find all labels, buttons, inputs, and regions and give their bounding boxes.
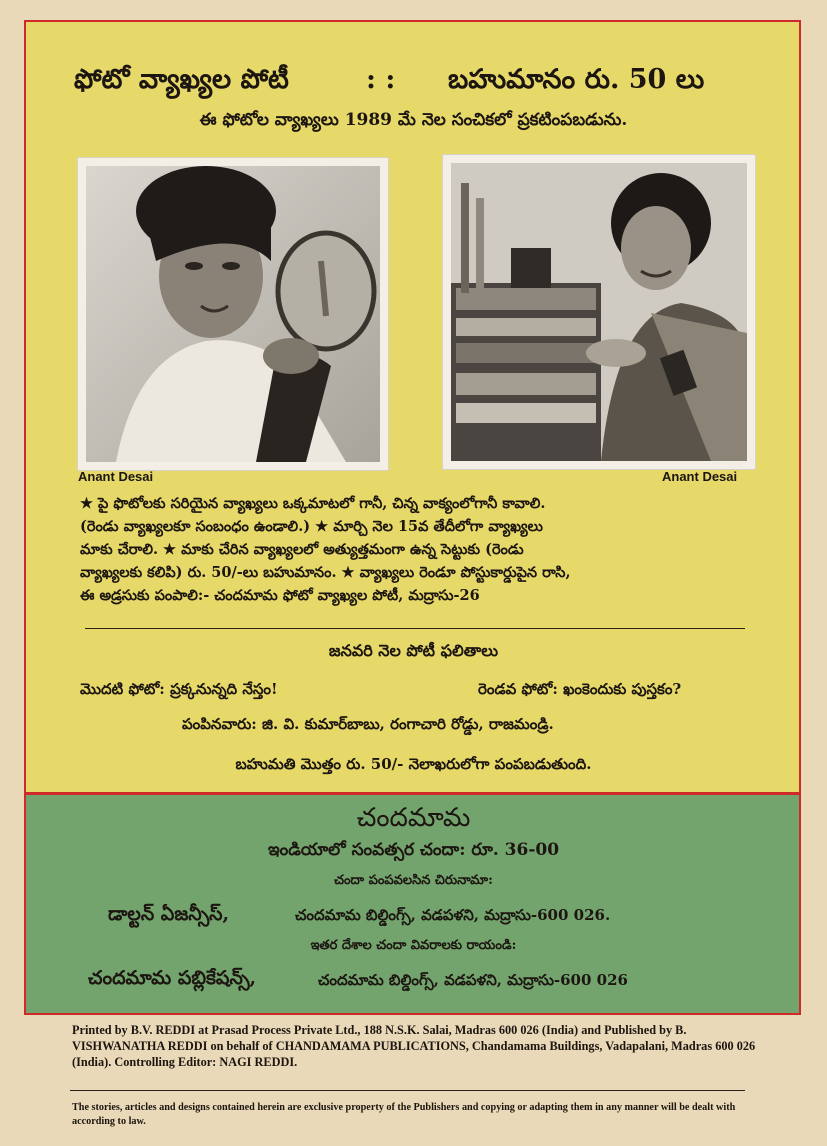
printer-imprint: Printed by B.V. REDDI at Prasad Process Private Ltd., 188 N.S.K. Salai, Madras 600 026 (India) and Published by B. VISHWANATHA REDDI on behalf of CHANDAMAMA PUBLICATIONS, Chandamama Buildings, Vadapalani, Madras 600 026 (India). Controlling Editor: NAGI REDDI. <box>72 1023 756 1069</box>
magazine-name: చందమామ <box>356 803 471 833</box>
rules-line: ఈ అడ్రసుకు పంపాలి:- చందమామ ఫోటో వ్యాఖ్యల పోటీ, మద్రాసు-26 <box>80 587 480 604</box>
contest-header <box>70 64 770 104</box>
first-photo-caption: ప్రక్కనున్నది నేస్తం! <box>170 680 278 698</box>
rules-line: వ్యాఖ్యలకు కలిపి) రు. 50/-లు బహుమానం. ★ వ్యాఖ్యలు రెండూ పోస్టుకార్డుపైన రాసి, <box>80 564 571 581</box>
foreign-label: ఇతర దేశాల చందా వివరాలకు రాయండి: <box>310 938 517 953</box>
sender-label: పంపినవారు: <box>182 715 257 733</box>
prize-note: బహుమతి మొత్తం రు. 50/- నెలాఖరులోగా పంపబడుతుంది. <box>235 755 592 773</box>
copyright-disclaimer: The stories, articles and designs contained herein are exclusive property of the Publishers and copying or adapting them in any manner will be dealt with according to law. <box>72 1102 736 1127</box>
second-photo-caption: ఖంకెందుకు పుస్తకం? <box>563 680 682 698</box>
contest-title: ఫోటో వ్యాఖ్యల పోటీ <box>74 64 289 95</box>
contest-photo-2 <box>442 154 756 470</box>
first-photo-label: మొదటి ఫోటో: <box>80 680 165 698</box>
first-photo-result <box>80 680 278 702</box>
title-separator: : : <box>366 64 396 95</box>
woman-with-mirror-photo <box>86 166 380 462</box>
winner-line <box>182 715 554 737</box>
publisher-name: చందమామ పబ్లికేషన్స్, <box>88 967 257 989</box>
agency-name: డాల్టన్ ఏజన్సీస్, <box>108 903 230 925</box>
contest-subtitle: ఈ ఫోటోల వ్యాఖ్యలు 1989 మే నెల సంచికలో ప్రకటింపబడును. <box>199 110 628 130</box>
second-photo-label: రెండవ ఫోటో: <box>478 680 558 698</box>
agency-address: చందమామ బిల్డింగ్స్, వడపళని, మద్రాసు-600 026. <box>295 906 611 924</box>
contest-rules <box>80 492 770 607</box>
rules-line: (రెండు వ్యాఖ్యలకూ సంబంధం ఉండాలి.) ★ మార్చి నెల 15వ తేదీలోగా వ్యాఖ్యలు <box>80 518 543 535</box>
sender-name: జి. వి. కుమార్‌బాబు, రంగాచారి రోడ్డు, రాజమండ్రి. <box>262 715 554 733</box>
rules-line: మాకు చేరాలి. ★ మాకు చేరిన వ్యాఖ్యలలో అత్యుత్తమంగా ఉన్న సెట్టుకు (రెండు <box>80 541 524 558</box>
results-title: జనవరి నెల పోటీ ఫలితాలు <box>328 641 499 660</box>
photo-1-credit: Anant Desai <box>78 469 154 484</box>
footer-divider <box>70 1090 745 1091</box>
woman-with-bangles-photo <box>451 163 747 461</box>
publisher-address: చందమామ బిల్డింగ్స్, వడపళని, మద్రాసు-600 026 <box>318 971 628 989</box>
photo-2-credit: Anant Desai <box>662 469 738 484</box>
address-label: చందా పంపవలసిన చిరునామా: <box>334 873 493 888</box>
second-photo-result <box>478 680 681 702</box>
contest-photo-1 <box>77 157 389 471</box>
section-divider <box>85 628 745 629</box>
india-subscription-rate: ఇండియాలో సంవత్సర చందా: రూ. 36-00 <box>267 840 560 860</box>
rules-line: ★ పై ఫొటోలకు సరియైన వ్యాఖ్యలు ఒక్కమాటలో గానీ, చిన్న వాక్యంలోగానీ కావాలి. <box>80 495 546 512</box>
contest-prize: బహుమానం రు. 50 లు <box>448 64 705 95</box>
